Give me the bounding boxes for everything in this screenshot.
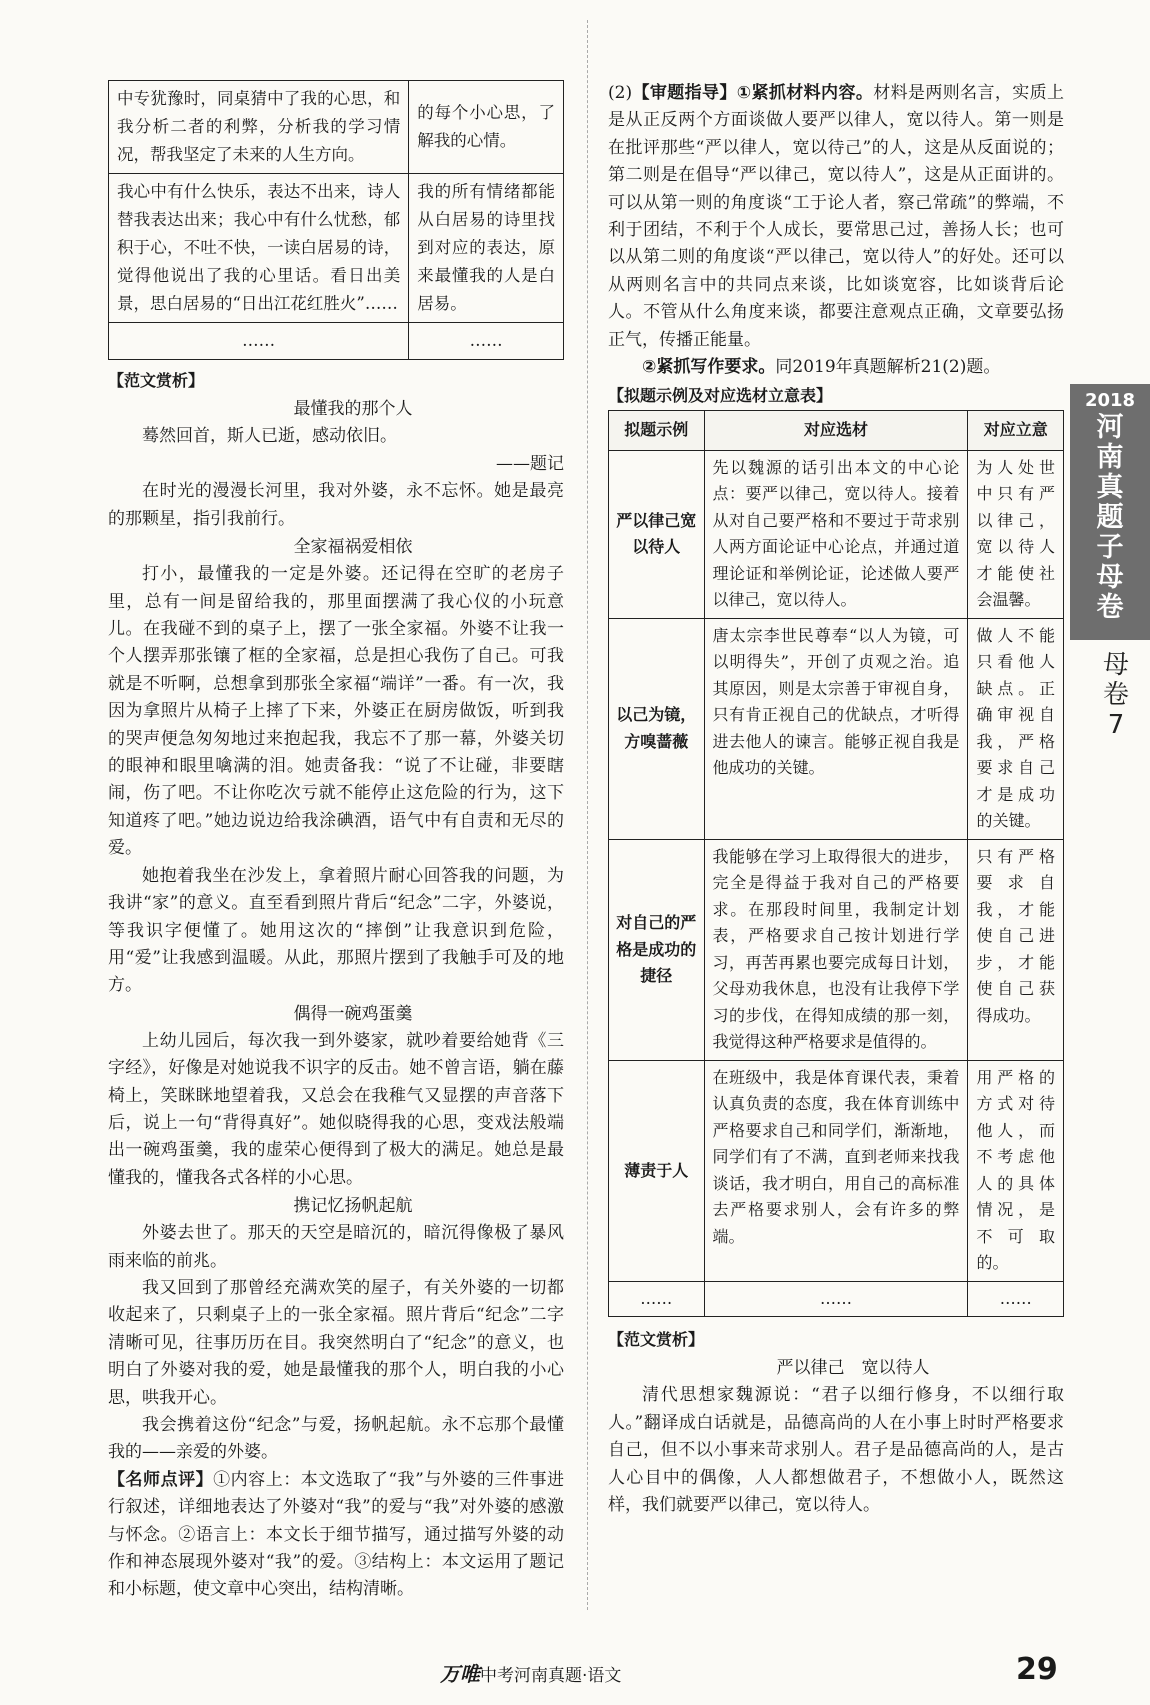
material-cell: …… (704, 1281, 968, 1317)
epigraph: 蓦然回首，斯人已逝，感动依旧。 (142, 426, 397, 446)
guide-step2-paragraph (608, 354, 1064, 381)
table-row (609, 1281, 1064, 1317)
table-header: 拟题示例 (609, 411, 705, 451)
paragraph: 外婆去世了。那天的天空是暗沉的，暗沉得像极了暴风雨来临的前兆。 (108, 1223, 564, 1271)
page-number: 29 (1016, 1652, 1058, 1687)
table-cell: 我的所有情绪都能从白居易的诗里找到对应的表达，原来最懂我的人是白居易。 (409, 174, 564, 323)
table-header: 对应选材 (704, 411, 968, 451)
idea-cell: 用严格的方式对待他人，而不考虑他人的具体情况，是不可取的。 (968, 1060, 1064, 1281)
table-cell: …… (109, 323, 409, 360)
comment-tag: 【名师点评】 (108, 1469, 214, 1490)
paragraph: 打小，最懂我的一定是外婆。还记得在空旷的老房子里，总有一间是留给我的，那里面摆满了我心仪的小玩意儿。在我碰不到的桌子上，摆了一张全家福。外婆不让我一个人摆弄那张镶了框的全家福，总是担心我伤了自己。可我就是不听啊，总想拿到那张全家福“端详”一番。有一次，我因为拿照片从椅子上摔了下来，外婆正在厨房做饭，听到我的哭声便急匆匆地过来抱起我，我忘不了那一幕，外婆关切的眼神和眼里噙满的泪。她责备我：“说了不让碰，非要瞎闹，伤了吧。不让你吃次亏就不能停止这危险的行为，这下知道疼了吧。”她边说边给我涂碘酒，语气中有自责和无尽的爱。 (108, 564, 564, 859)
table-cell: 我心中有什么快乐，表达不出来，诗人替我表达出来；我心中有什么忧愁，郁积于心，不吐不快，一读白居易的诗，觉得他说出了我的心里话。看日出美景，思白居易的“日出江花红胜火”…… (109, 174, 409, 323)
topic-cell: 严以律己宽以待人 (609, 450, 705, 618)
idea-cell: 只有严格要求自我，才能使自己进步，才能使自己获得成功。 (968, 839, 1064, 1060)
paragraph: 我又回到了那曾经充满欢笑的屋子，有关外婆的一切都收起来了，只剩桌子上的一张全家福。照片背后“纪念”二字清晰可见，往事历历在目。我突然明白了“纪念”的意义，也明白了外婆对我的爱，她是最懂我的那个人，明白我的小心思，哄我开心。 (108, 1277, 564, 1408)
comment-text: ①内容上：本文选取了“我”与外婆的三件事进行叙述，详细地表达了外婆对“我”的爱与“我”对外婆的感激与怀念。②语言上：本文长于细节描写，通过描写外婆的动作和神态展现外婆对“我”的爱。③结构上：本文运用了题记和小标题，使文章中心突出，结构清晰。 (108, 1469, 564, 1600)
side-year: 2018 (1084, 390, 1136, 411)
material-cell: 在班级中，我是体育课代表，秉着认真负责的态度，我在体育训练中严格要求自己和同学们，渐渐地，同学们有了不满，直到老师来找我谈话，我才明白，用自己的高标准去严格要求别人，会有许多的弊端。 (704, 1060, 968, 1281)
table-row (109, 174, 564, 323)
guide-step2: ②紧抓写作要求。 (642, 357, 776, 378)
side-tab (1070, 384, 1150, 640)
subheading: 全家福祸爱相依 (293, 537, 413, 558)
table-tag: 【拟题示例及对应选材立意表】 (608, 386, 833, 406)
page-footer (0, 1654, 1150, 1694)
material-cell: 先以魏源的话引出本文的中心论点：要严以律己，宽以待人。接着从对自己要严格和不要过于苛求别人两方面论证中心论点，并通过道理论证和举例论证，论述做人要严以律己，宽以待人。 (704, 450, 968, 618)
side-volume: 母卷7 (1102, 650, 1129, 740)
table-row (609, 450, 1064, 618)
footer-title: 中考河南真题·语文 (480, 1666, 622, 1686)
material-cell: 我能够在学习上取得很大的进步，完全是得益于我对自己的严格要求。在那段时间里，我制定计划表，严格要求自己按计划进行学习，再苦再累也要完成每日计划，父母劝我休息，也没有让我停下学习的步伐，在得知成绩的那一刻，我觉得这种严格要求是值得的。 (704, 839, 968, 1060)
table-cell: …… (409, 323, 564, 360)
idea-cell: …… (968, 1281, 1064, 1317)
section-tag: 【范文赏析】 (108, 371, 205, 390)
guide-step1: ①紧抓材料内容。 (736, 83, 874, 103)
comparison-table (108, 80, 564, 360)
guide-prefix: (2) (608, 83, 633, 103)
table-row (109, 323, 564, 360)
table-header: 对应立意 (968, 411, 1064, 451)
paragraph: 在时光的漫漫长河里，我对外婆，永不忘怀。她是最亮的那颗星，指引我前行。 (108, 481, 564, 529)
topic-cell: …… (609, 1281, 705, 1317)
section-tag: 【范文赏析】 (608, 1330, 705, 1350)
table-row (609, 839, 1064, 1060)
essay-title: 严以律己 宽以待人 (776, 1358, 930, 1379)
table-cell: 中专犹豫时，同桌猜中了我的心思，和我分析二者的利弊，分析我的学习情况，帮我坚定了未来的人生方向。 (109, 81, 409, 174)
essay-title: 最懂我的那个人 (293, 399, 413, 419)
paragraph: 我会携着这份“纪念”与爱，扬帆起航。永不忘那个最懂我的——亲爱的外婆。 (108, 1415, 564, 1463)
idea-cell: 做人不能只看他人缺点。正确审视自我，严格要求自己才是成功的关键。 (968, 618, 1064, 839)
topic-table (608, 410, 1064, 1317)
table-row (609, 1060, 1064, 1281)
table-cell: 的每个小心思，了解我的心情。 (409, 81, 564, 174)
subheading: 偶得一碗鸡蛋羹 (293, 1003, 413, 1024)
table-row (109, 81, 564, 174)
footer-brand (440, 1658, 621, 1687)
topic-cell: 对自己的严格是成功的捷径 (609, 839, 705, 1060)
brand-logo: 万唯 (440, 1662, 480, 1686)
material-cell: 唐太宗李世民尊奉“以人为镜，可以明得失”，开创了贞观之治。追其原因，则是太宗善于审视自身，只有肯正视自己的优缺点，才听得进去他人的谏言。能够正视自我是他成功的关键。 (704, 618, 968, 839)
paragraph: 上幼儿园后，每次我一到外婆家，就吵着要给她背《三字经》，好像是对她说我不识字的反击。她不曾言语，躺在藤椅上，笑眯眯地望着我，又总会在我稚气又显摆的声音落下后，说上一句“背得真好”。她似晓得我的心思，变戏法般端出一碗鸡蛋羹，我的虚荣心便得到了极大的满足。她总是最懂我的，懂我各式各样的小心思。 (108, 1030, 564, 1188)
guide-paragraph (608, 80, 1064, 354)
idea-cell: 为人处世中只有严以律己，宽以待人才能使社会温馨。 (968, 450, 1064, 618)
guide-text: 材料是两则名言，实质上是从正反两个方面谈做人要严以律人，宽以待人。第一则是在批评那些“严以律人，宽以待己”的人，这是从反面说的；第二则是在倡导“严以律己，宽以待人”，这是从正面讲的。可以从第一则的角度谈“工于论人者，察己常疏”的弊端，不利于团结，不利于个人成长，要常思己过，善扬人长；也可以从第二则的角度谈“严以律己，宽以待人”的好处。还可以从两则名言中的共同点来谈，比如谈宽容，比如谈背后论人。不管从什么角度来谈，都要注意观点正确，文章要弘扬正气，传播正能量。 (608, 83, 1065, 350)
subheading: 携记忆扬帆起航 (293, 1196, 413, 1217)
paragraph: 清代思想家魏源说：“君子以细行修身，不以细行取人。”翻译成白话就是，品德高尚的人在小事上时时严格要求自己，但不以小事来苛求别人。君子是品德高尚的人，是古人心目中的偶像，人人都想做君子，不想做小人，既然这样，我们就要严以律己，宽以待人。 (608, 1385, 1064, 1516)
side-name: 河南真题子母卷 (1096, 412, 1124, 623)
teacher-comment (108, 1467, 564, 1604)
epigraph-note: ——题记 (496, 454, 564, 475)
topic-cell: 以己为镜，方嗅蔷薇 (609, 618, 705, 839)
right-column (608, 80, 1064, 1520)
guide-tag: 【审题指导】 (632, 83, 737, 103)
topic-cell: 薄责于人 (609, 1060, 705, 1281)
paragraph: 她抱着我坐在沙发上，拿着照片耐心回答我的问题，为我讲“家”的意义。直至看到照片背后“纪念”二字，外婆说，等我识字便懂了。她用这次的“摔倒”让我意识到危险，用“爱”让我感到温暖。从此，那照片摆到了我触手可及的地方。 (108, 865, 564, 996)
table-header-row (609, 411, 1064, 451)
left-column (108, 80, 564, 1604)
column-divider (587, 20, 588, 1610)
guide-step2-text: 同2019年真题解析21(2)题。 (775, 357, 1001, 378)
table-row (609, 618, 1064, 839)
